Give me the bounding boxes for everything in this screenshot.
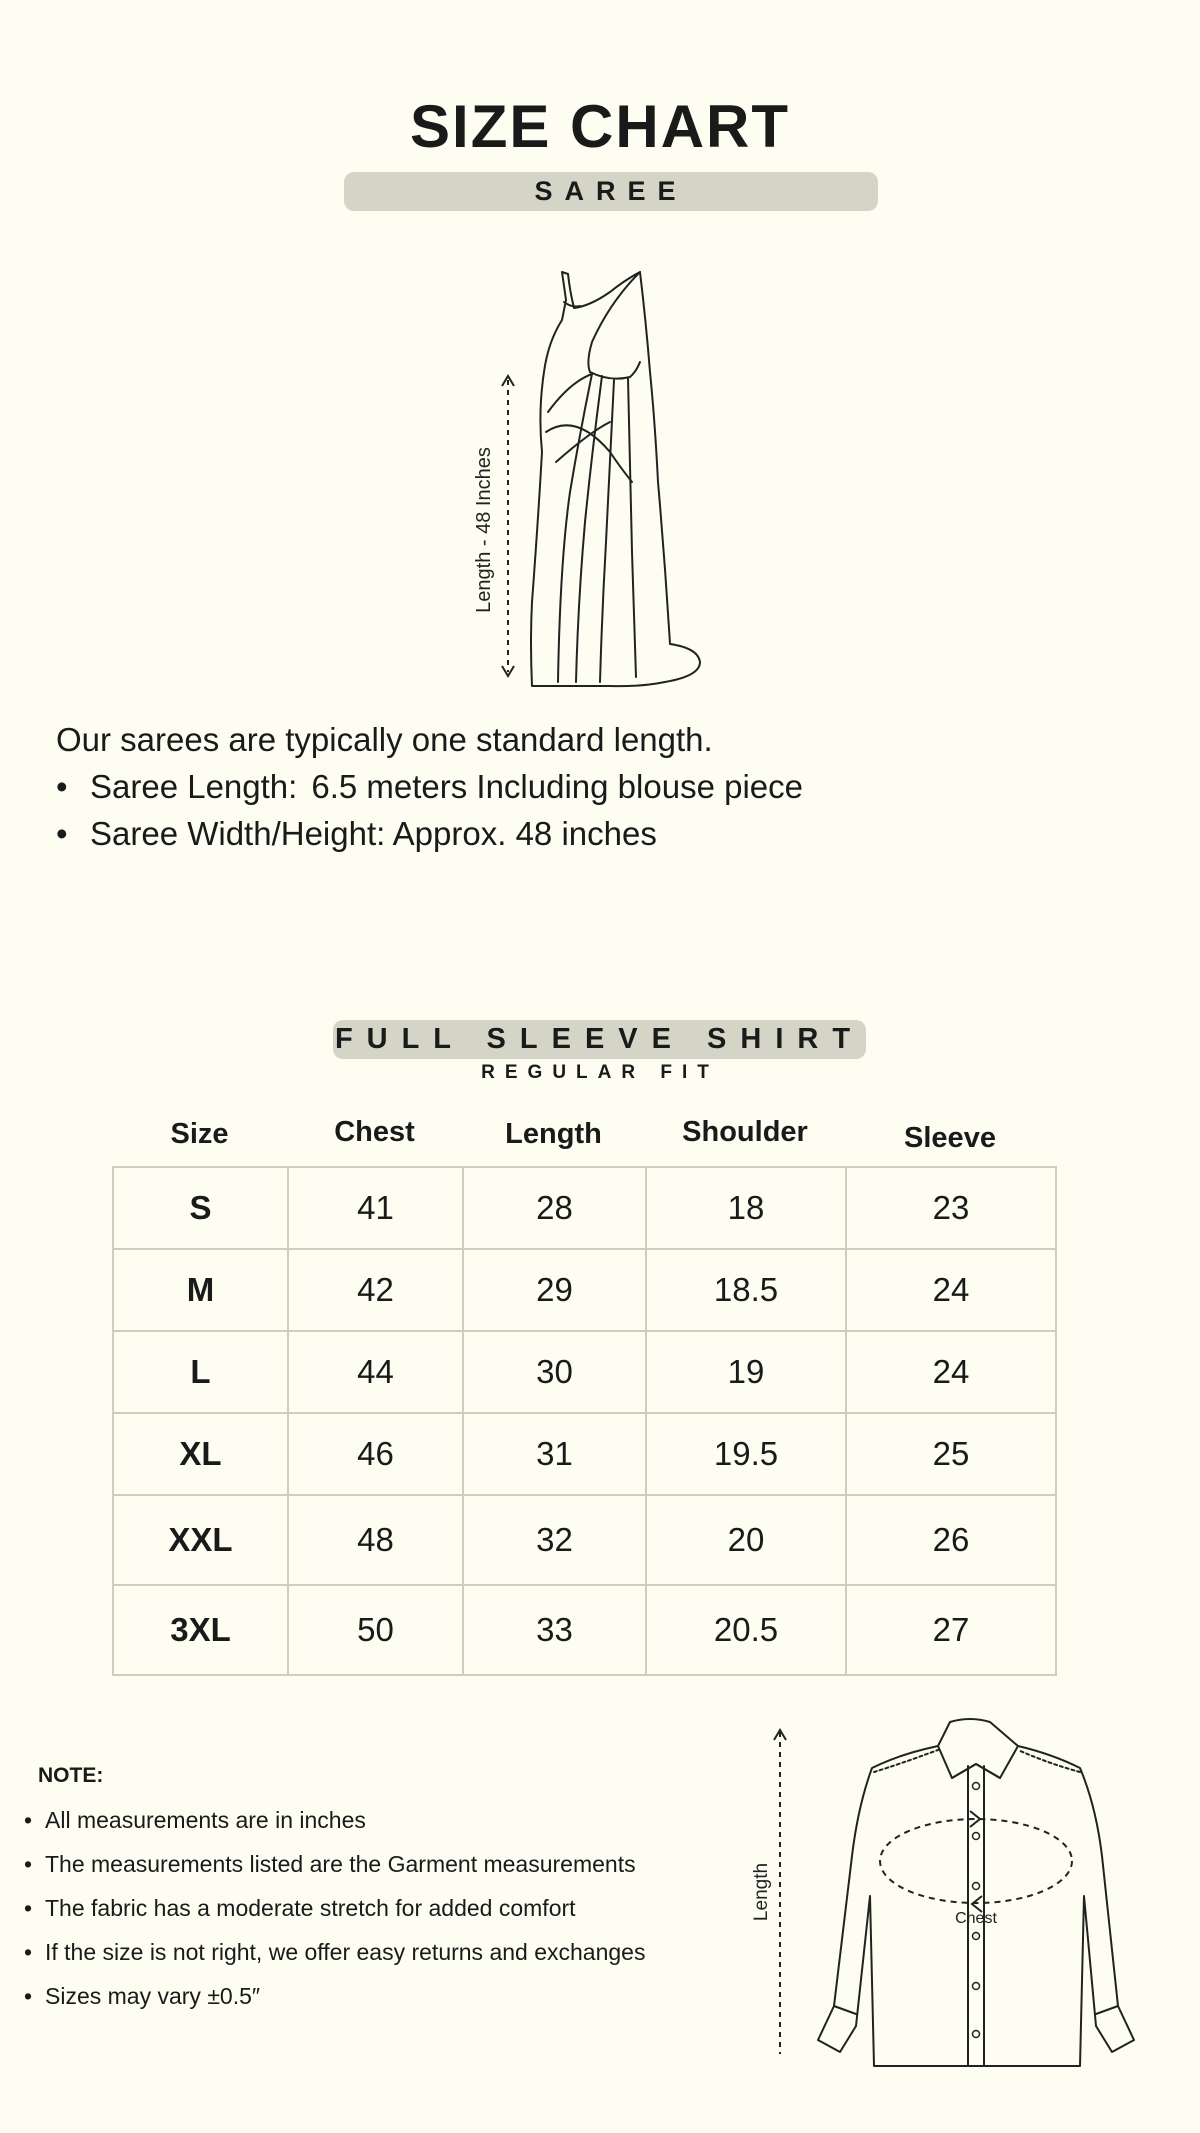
- table-row: [113, 1495, 1056, 1585]
- shirt-outline: [818, 1719, 1134, 2066]
- sleeve-cell: 24: [846, 1249, 1056, 1331]
- shoulder-cell: 18: [646, 1167, 846, 1249]
- saree-outline: [531, 272, 700, 686]
- list-item: • All measurements are in inches: [24, 1798, 645, 1842]
- column-header-chest: Chest: [334, 1116, 415, 1148]
- chest-cell: 42: [288, 1249, 463, 1331]
- shirt-section-label: FULL SLEEVE SHIRT: [333, 1020, 866, 1059]
- chest-cell: 50: [288, 1585, 463, 1675]
- length-cell: 31: [463, 1413, 646, 1495]
- list-item: • The fabric has a moderate stretch for added comfort: [24, 1886, 645, 1930]
- size-cell: M: [113, 1249, 288, 1331]
- sleeve-cell: 25: [846, 1413, 1056, 1495]
- table-header: [112, 1108, 1057, 1166]
- list-item: [56, 810, 803, 857]
- sleeve-cell: 24: [846, 1331, 1056, 1413]
- detail-label: Saree Width/Height:: [90, 815, 386, 852]
- sleeve-cell: 23: [846, 1167, 1056, 1249]
- fit-label: REGULAR FIT: [481, 1062, 719, 1083]
- table-row: [113, 1413, 1056, 1495]
- table-row: [113, 1249, 1056, 1331]
- saree-description: [56, 716, 803, 857]
- shoulder-cell: 20.5: [646, 1585, 846, 1675]
- saree-illustration: [460, 262, 710, 702]
- size-cell: XXL: [113, 1495, 288, 1585]
- length-cell: 28: [463, 1167, 646, 1249]
- sleeve-cell: 26: [846, 1495, 1056, 1585]
- detail-label: Saree Length:: [90, 768, 298, 805]
- chest-measure-ellipse: [880, 1819, 1072, 1903]
- size-cell: L: [113, 1331, 288, 1413]
- length-arrow: [502, 376, 514, 676]
- saree-details-list: [56, 763, 803, 857]
- size-cell: XL: [113, 1413, 288, 1495]
- size-cell: S: [113, 1167, 288, 1249]
- note-list: [24, 1798, 645, 2018]
- shirt-length-label: Length: [751, 1862, 772, 1922]
- column-header-shoulder: Shoulder: [682, 1116, 808, 1148]
- saree-section-label: SAREE: [344, 172, 878, 211]
- table-row: [113, 1167, 1056, 1249]
- saree-length-label: Length - 48 Inches: [473, 447, 495, 613]
- size-cell: 3XL: [113, 1585, 288, 1675]
- size-table-body: [112, 1166, 1057, 1676]
- list-item: • If the size is not right, we offer easy returns and exchanges: [24, 1930, 645, 1974]
- shirt-length-arrow: [774, 1730, 786, 2054]
- chest-cell: 46: [288, 1413, 463, 1495]
- shoulder-cell: 18.5: [646, 1249, 846, 1331]
- column-header-sleeve: Sleeve: [904, 1122, 996, 1154]
- sleeve-cell: 27: [846, 1585, 1056, 1675]
- note-section: [24, 1764, 645, 2018]
- shoulder-cell: 19: [646, 1331, 846, 1413]
- chest-cell: 41: [288, 1167, 463, 1249]
- shirt-illustration: [750, 1716, 1170, 2076]
- list-item: [56, 763, 803, 810]
- table-row: [113, 1331, 1056, 1413]
- chest-arrows: [970, 1811, 982, 1912]
- detail-value: Approx. 48 inches: [392, 815, 657, 852]
- size-table: [112, 1108, 1057, 1676]
- table-row: [113, 1585, 1056, 1675]
- shoulder-cell: 19.5: [646, 1413, 846, 1495]
- list-item: • The measurements listed are the Garment measurements: [24, 1842, 645, 1886]
- length-cell: 29: [463, 1249, 646, 1331]
- detail-value: 6.5 meters Including blouse piece: [311, 768, 803, 805]
- length-cell: 32: [463, 1495, 646, 1585]
- length-cell: 33: [463, 1585, 646, 1675]
- page-title: SIZE CHART: [410, 93, 790, 160]
- column-header-length: Length: [505, 1118, 602, 1150]
- length-cell: 30: [463, 1331, 646, 1413]
- chest-cell: 48: [288, 1495, 463, 1585]
- saree-intro: Our sarees are typically one standard length.: [56, 721, 713, 758]
- chest-label: Chest: [955, 1910, 997, 1927]
- column-header-size: Size: [170, 1118, 229, 1150]
- list-item: • Sizes may vary ±0.5″: [24, 1974, 645, 2018]
- shoulder-cell: 20: [646, 1495, 846, 1585]
- chest-cell: 44: [288, 1331, 463, 1413]
- note-title: NOTE:: [38, 1764, 104, 1787]
